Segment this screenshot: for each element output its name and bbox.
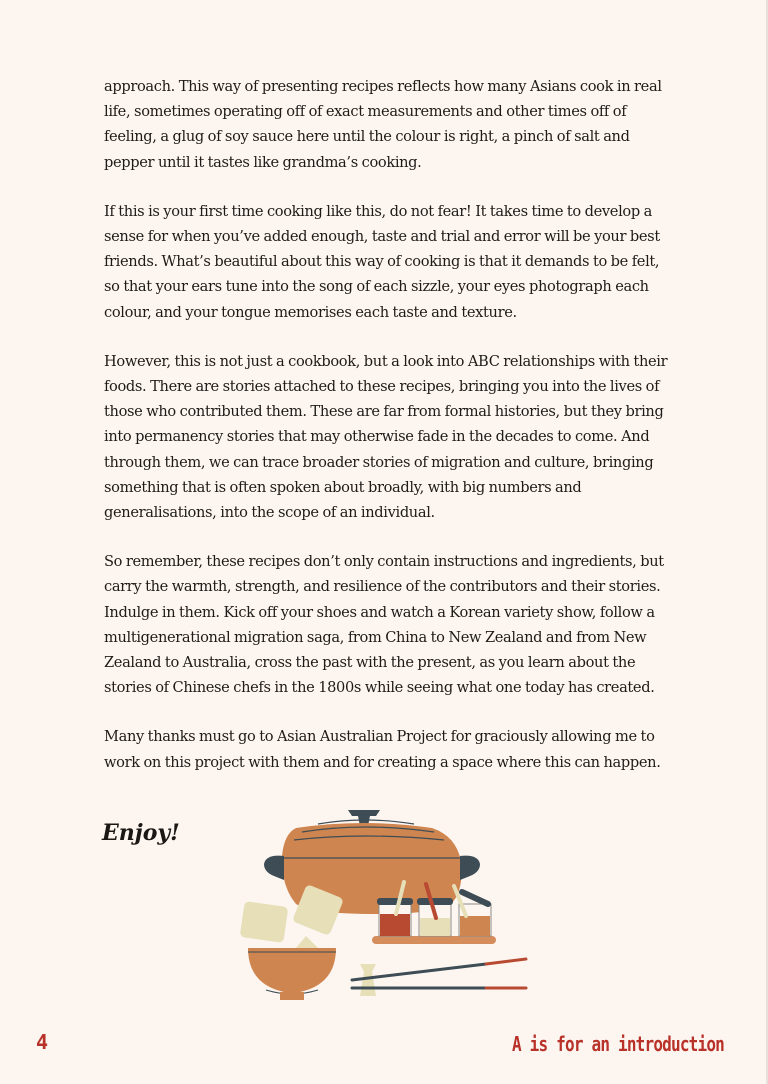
closing-text: Enjoy! [102, 820, 180, 846]
page-number: 4 [36, 1030, 49, 1054]
cooking-pot-illustration [236, 806, 536, 1000]
paragraph-3: However, this is not just a cookbook, but a look into ABC relationships with their foods. There are stories attached to these recipes, bringing you into the lives of those who contributed them. These are far from formal histories, but they bring into permanency stories that may otherwise fade in the decades to come. And through them, we can trace broader stories of migration and culture, bringing something that is often spoken about broadly, with big numbers and generalisations, into the scope of an individual. [104, 352, 668, 522]
body-text [104, 74, 669, 799]
section-title: A is for an introduction [512, 1032, 724, 1056]
paragraph-1: approach. This way of presenting recipes reflects how many Asians cook in real life, sometimes operating off of exact measurements and other times off of feeling, a glug of soy sauce here until the colour is right, a pinch of salt and pepper until it tastes like grandma’s cooking. [104, 78, 662, 171]
paragraph-4: So remember, these recipes don’t only contain instructions and ingredients, but carry the warmth, strength, and resilience of the contributors and their stories. Indulge in them. Kick off your shoes and watch a Korean variety show, follow a multigenerational migration saga, from China to New Zealand and from New Zealand to Australia, cross the past with the present, as you learn about the stories of Chinese chefs in the 1800s while seeing what one today has created. [104, 553, 664, 697]
paragraph-5: Many thanks must go to Asian Australian Project for graciously allowing me to work on this project with them and for creating a space where this can happen. [104, 728, 661, 771]
paragraph-2: If this is your first time cooking like this, do not fear! It takes time to develop a sense for when you’ve added enough, taste and trial and error will be your best friends. What’s beautiful about this way of cooking is that it demands to be felt, so that your ears tune into the song of each sizzle, your eyes photograph each colour, and your tongue memorises each taste and texture. [104, 202, 660, 321]
